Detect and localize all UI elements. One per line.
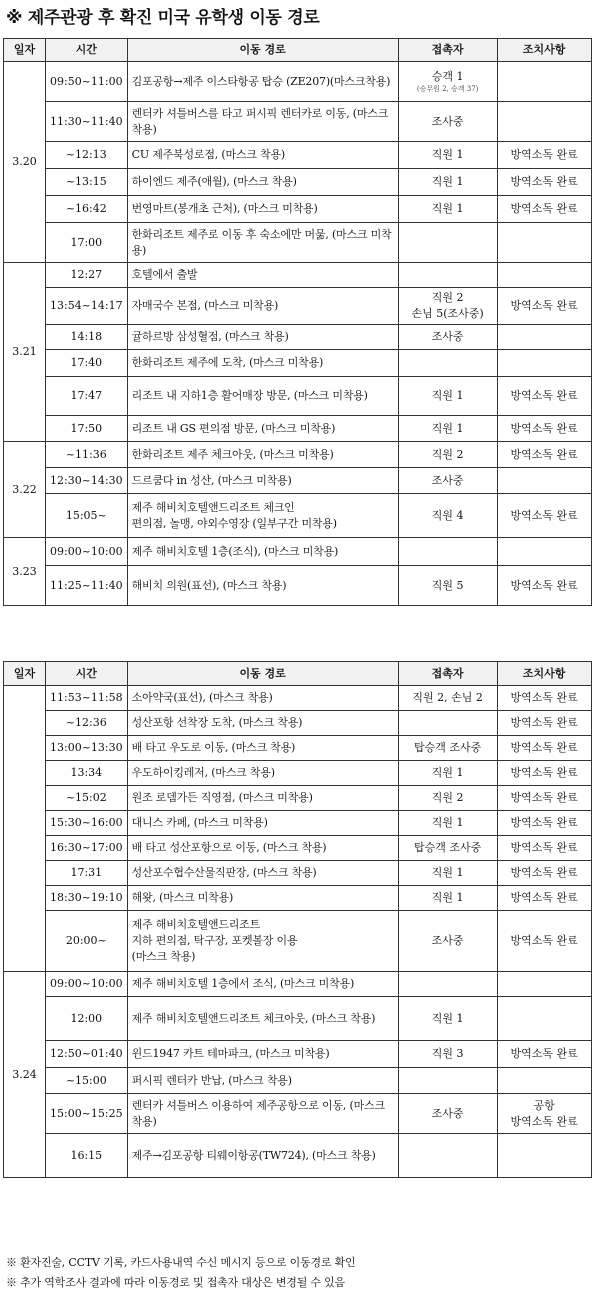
time-cell: 15:30~16:00: [46, 811, 128, 836]
time-cell: 15:05~: [46, 494, 128, 538]
action-cell: 방역소독 완료: [497, 416, 591, 442]
action-cell: 방역소독 완료: [497, 169, 591, 196]
route-cell: 해비치 의원(표선), (마스크 착용): [127, 566, 398, 606]
table-row: [4, 761, 592, 786]
contacts-cell: [398, 263, 497, 288]
header-date: 일자: [4, 39, 46, 62]
contacts-cell: [398, 1134, 497, 1178]
time-cell: ~15:02: [46, 786, 128, 811]
table-row: [4, 566, 592, 606]
route-text: 제주 해비치호텔앤드리조트: [131, 918, 261, 931]
header-contacts: 접촉자: [398, 662, 497, 686]
time-cell: ~13:15: [46, 169, 128, 196]
route-cell: 해왓, (마스크 미착용): [127, 886, 398, 911]
table-row: [4, 736, 592, 761]
table-row: [4, 416, 592, 442]
table-row: [4, 494, 592, 538]
table-row: [4, 1041, 592, 1068]
action-cell: 방역소독 완료: [497, 886, 591, 911]
contacts-text-2: 손님 5(조사중): [411, 307, 484, 320]
table-row: [4, 811, 592, 836]
contacts-cell: 직원 1: [398, 196, 497, 223]
table-row: [4, 711, 592, 736]
route-cell: 렌터카 셔틀버스를 타고 퍼시픽 렌터카로 이동, (마스크 착용): [127, 102, 398, 142]
time-cell: 16:15: [46, 1134, 128, 1178]
contacts-cell: 직원 4: [398, 494, 497, 538]
route-cell: 드르쿰다 in 성산, (마스크 미착용): [127, 468, 398, 494]
contacts-cell: 직원 1: [398, 377, 497, 416]
table-row: [4, 377, 592, 416]
action-cell: [497, 263, 591, 288]
time-cell: ~15:00: [46, 1068, 128, 1094]
header-route: 이동 경로: [127, 662, 398, 686]
table-row: [4, 196, 592, 223]
route-cell: 배 타고 성산포항으로 이동, (마스크 착용): [127, 836, 398, 861]
contacts-cell: 탑승객 조사중: [398, 736, 497, 761]
time-cell: 12:00: [46, 997, 128, 1041]
action-cell: 방역소독 완료: [497, 761, 591, 786]
date-cell: 3.24: [4, 972, 46, 1178]
footnote: ※ 환자진술, CCTV 기록, 카드사용내역 수신 메시지 등으로 이동경로 확인: [6, 1256, 356, 1269]
table-header-row: [4, 662, 592, 686]
route-cell: 성산포수협수산물직판장, (마스크 착용): [127, 861, 398, 886]
action-cell: [497, 102, 591, 142]
route-cell: 한화리조트 제주에 도착, (마스크 미착용): [127, 350, 398, 377]
contacts-text: 승객 1: [431, 70, 464, 83]
route-cell: [127, 911, 398, 972]
date-cell: 3.23: [4, 538, 46, 606]
table-row: [4, 972, 592, 997]
table-row: [4, 861, 592, 886]
contacts-subtext: (승무원 2, 승객 37): [416, 85, 479, 93]
route-cell: 리조트 내 지하1층 활어매장 방문, (마스크 미착용): [127, 377, 398, 416]
contacts-cell: [398, 972, 497, 997]
time-cell: 09:00~10:00: [46, 538, 128, 566]
route-cell: 퍼시픽 렌터카 반납, (마스크 착용): [127, 1068, 398, 1094]
header-contacts: 접촉자: [398, 39, 497, 62]
table-row: [4, 886, 592, 911]
time-cell: 13:00~13:30: [46, 736, 128, 761]
time-cell: ~12:36: [46, 711, 128, 736]
time-cell: 16:30~17:00: [46, 836, 128, 861]
table-row: [4, 142, 592, 169]
action-cell: 방역소독 완료: [497, 861, 591, 886]
contacts-cell: 조사중: [398, 1094, 497, 1134]
table-row: [4, 997, 592, 1041]
route-cell: 자매국수 본점, (마스크 미착용): [127, 288, 398, 325]
header-time: 시간: [46, 39, 128, 62]
route-text: 제주 해비치호텔앤드리조트 체크인: [131, 500, 295, 514]
action-cell: [497, 468, 591, 494]
table-row: [4, 468, 592, 494]
route-text-2: 지하 편의점, 탁구장, 포켓볼장 이용: [131, 934, 298, 947]
time-cell: 18:30~19:10: [46, 886, 128, 911]
time-cell: ~11:36: [46, 442, 128, 468]
action-cell: [497, 538, 591, 566]
time-cell: 12:50~01:40: [46, 1041, 128, 1068]
action-cell: [497, 350, 591, 377]
table-row: [4, 169, 592, 196]
time-cell: ~12:13: [46, 142, 128, 169]
contacts-cell: [398, 223, 497, 263]
contacts-cell: 조사중: [398, 911, 497, 972]
header-action: 조치사항: [497, 662, 591, 686]
contacts-cell: 직원 5: [398, 566, 497, 606]
header-route: 이동 경로: [127, 39, 398, 62]
action-cell: 방역소독 완료: [497, 442, 591, 468]
action-cell: [497, 1068, 591, 1094]
route-cell: 리조트 내 GS 편의점 방문, (마스크 미착용): [127, 416, 398, 442]
time-cell: 12:27: [46, 263, 128, 288]
table-row: [4, 442, 592, 468]
date-cell: 3.20: [4, 62, 46, 263]
action-cell: [497, 62, 591, 102]
action-text-2: 방역소독 완료: [510, 1114, 578, 1128]
date-cell: 3.22: [4, 442, 46, 538]
route-cell: 호텔에서 출발: [127, 263, 398, 288]
page-separator: [0, 652, 600, 659]
action-cell: [497, 972, 591, 997]
route-cell: 원조 로뎀가든 직영점, (마스크 미착용): [127, 786, 398, 811]
table-row: [4, 911, 592, 972]
action-cell: [497, 1134, 591, 1178]
route-cell: [127, 494, 398, 538]
route-table-1: [3, 38, 592, 606]
time-cell: 09:00~10:00: [46, 972, 128, 997]
route-cell: 대니스 카페, (마스크 미착용): [127, 811, 398, 836]
time-cell: 13:34: [46, 761, 128, 786]
time-cell: 17:31: [46, 861, 128, 886]
action-cell: 방역소독 완료: [497, 811, 591, 836]
contacts-cell: 조사중: [398, 468, 497, 494]
action-cell: 방역소독 완료: [497, 736, 591, 761]
table-row: [4, 325, 592, 350]
contacts-cell: [398, 62, 497, 102]
table-row: [4, 102, 592, 142]
action-cell: 방역소독 완료: [497, 142, 591, 169]
action-cell: 방역소독 완료: [497, 1041, 591, 1068]
action-cell: [497, 223, 591, 263]
contacts-cell: 직원 1: [398, 761, 497, 786]
table-row: [4, 350, 592, 377]
route-cell: 제주 해비치호텔앤드리조트 체크아웃, (마스크 착용): [127, 997, 398, 1041]
table-row: [4, 686, 592, 711]
time-cell: 14:18: [46, 325, 128, 350]
time-cell: 17:00: [46, 223, 128, 263]
route-text-2: 편의점, 놀맹, 야외수영장 (일부구간 미착용): [131, 516, 337, 530]
header-action: 조치사항: [497, 39, 591, 62]
route-cell: 제주→김포공항 티웨이항공(TW724), (마스크 착용): [127, 1134, 398, 1178]
action-cell: 방역소독 완료: [497, 911, 591, 972]
table-header-row: [4, 39, 592, 62]
time-cell: 17:50: [46, 416, 128, 442]
action-cell: 방역소독 완료: [497, 836, 591, 861]
contacts-cell: 직원 1: [398, 997, 497, 1041]
contacts-cell: [398, 350, 497, 377]
contacts-cell: 조사중: [398, 325, 497, 350]
route-cell: 한화리조트 제주로 이동 후 숙소에만 머묾, (마스크 미착용): [127, 223, 398, 263]
header-time: 시간: [46, 662, 128, 686]
time-cell: 17:47: [46, 377, 128, 416]
time-cell: 11:30~11:40: [46, 102, 128, 142]
time-cell: 15:00~15:25: [46, 1094, 128, 1134]
route-cell: 제주 해비치호텔 1층(조식), (마스크 미착용): [127, 538, 398, 566]
route-cell: 성산포항 선착장 도착, (마스크 착용): [127, 711, 398, 736]
time-cell: 20:00~: [46, 911, 128, 972]
time-cell: 17:40: [46, 350, 128, 377]
route-cell: 윈드1947 카트 테마파크, (마스크 미착용): [127, 1041, 398, 1068]
contacts-cell: 직원 2, 손님 2: [398, 686, 497, 711]
table-row: [4, 288, 592, 325]
table-row: [4, 223, 592, 263]
table-row: [4, 538, 592, 566]
route-cell: 하이엔드 제주(애월), (마스크 착용): [127, 169, 398, 196]
footnote: ※ 추가 역학조사 결과에 따라 이동경로 및 접촉자 대상은 변경될 수 있음: [6, 1276, 345, 1289]
contacts-cell: 직원 1: [398, 811, 497, 836]
contacts-cell: 직원 1: [398, 886, 497, 911]
contacts-cell: [398, 538, 497, 566]
contacts-cell: [398, 288, 497, 325]
route-text-3: (마스크 착용): [131, 950, 196, 963]
time-cell: 13:54~14:17: [46, 288, 128, 325]
route-cell: 한화리조트 제주 체크아웃, (마스크 미착용): [127, 442, 398, 468]
table-row: [4, 836, 592, 861]
table-row: [4, 1134, 592, 1178]
contacts-cell: 직원 2: [398, 786, 497, 811]
table-row: [4, 1094, 592, 1134]
contacts-cell: 직원 1: [398, 142, 497, 169]
action-cell: [497, 1094, 591, 1134]
route-cell: 번영마트(봉개초 근처), (마스크 미착용): [127, 196, 398, 223]
contacts-cell: 직원 1: [398, 416, 497, 442]
action-cell: 방역소독 완료: [497, 494, 591, 538]
action-cell: [497, 997, 591, 1041]
table-row: [4, 1068, 592, 1094]
route-cell: CU 제주북성로점, (마스크 착용): [127, 142, 398, 169]
table-row: [4, 786, 592, 811]
route-cell: 김포공항→제주 이스타항공 탑승 (ZE207)(마스크착용): [127, 62, 398, 102]
action-text: 공항: [533, 1098, 555, 1112]
action-cell: [497, 325, 591, 350]
table-row: [4, 263, 592, 288]
time-cell: ~16:42: [46, 196, 128, 223]
contacts-cell: [398, 1068, 497, 1094]
time-cell: 11:53~11:58: [46, 686, 128, 711]
action-cell: 방역소독 완료: [497, 786, 591, 811]
route-cell: 배 타고 우도로 이동, (마스크 착용): [127, 736, 398, 761]
action-cell: 방역소독 완료: [497, 196, 591, 223]
footnotes: [6, 1253, 355, 1293]
action-cell: 방역소독 완료: [497, 377, 591, 416]
date-cell: [4, 686, 46, 972]
contacts-cell: 직원 2: [398, 442, 497, 468]
route-cell: 렌터카 셔틀버스 이용하여 제주공항으로 이동, (마스크 착용): [127, 1094, 398, 1134]
header-date: 일자: [4, 662, 46, 686]
page-title: ※ 제주관광 후 확진 미국 유학생 이동 경로: [6, 8, 320, 28]
table-row: [4, 62, 592, 102]
contacts-cell: 탑승객 조사중: [398, 836, 497, 861]
action-cell: 방역소독 완료: [497, 711, 591, 736]
action-cell: 방역소독 완료: [497, 288, 591, 325]
time-cell: 11:25~11:40: [46, 566, 128, 606]
route-cell: 귤하르방 삼성혈점, (마스크 착용): [127, 325, 398, 350]
contacts-text: 직원 2: [431, 291, 464, 304]
contacts-cell: 직원 1: [398, 169, 497, 196]
contacts-cell: [398, 711, 497, 736]
time-cell: 12:30~14:30: [46, 468, 128, 494]
contacts-cell: 직원 3: [398, 1041, 497, 1068]
action-cell: 방역소독 완료: [497, 566, 591, 606]
contacts-cell: 직원 1: [398, 861, 497, 886]
contacts-cell: 조사중: [398, 102, 497, 142]
date-cell: 3.21: [4, 263, 46, 442]
action-cell: 방역소독 완료: [497, 686, 591, 711]
route-table-2: [3, 661, 592, 1178]
route-cell: 우도하이킹레저, (마스크 착용): [127, 761, 398, 786]
route-cell: 소아약국(표선), (마스크 착용): [127, 686, 398, 711]
route-cell: 제주 해비치호텔 1층에서 조식, (마스크 미착용): [127, 972, 398, 997]
time-cell: 09:50~11:00: [46, 62, 128, 102]
